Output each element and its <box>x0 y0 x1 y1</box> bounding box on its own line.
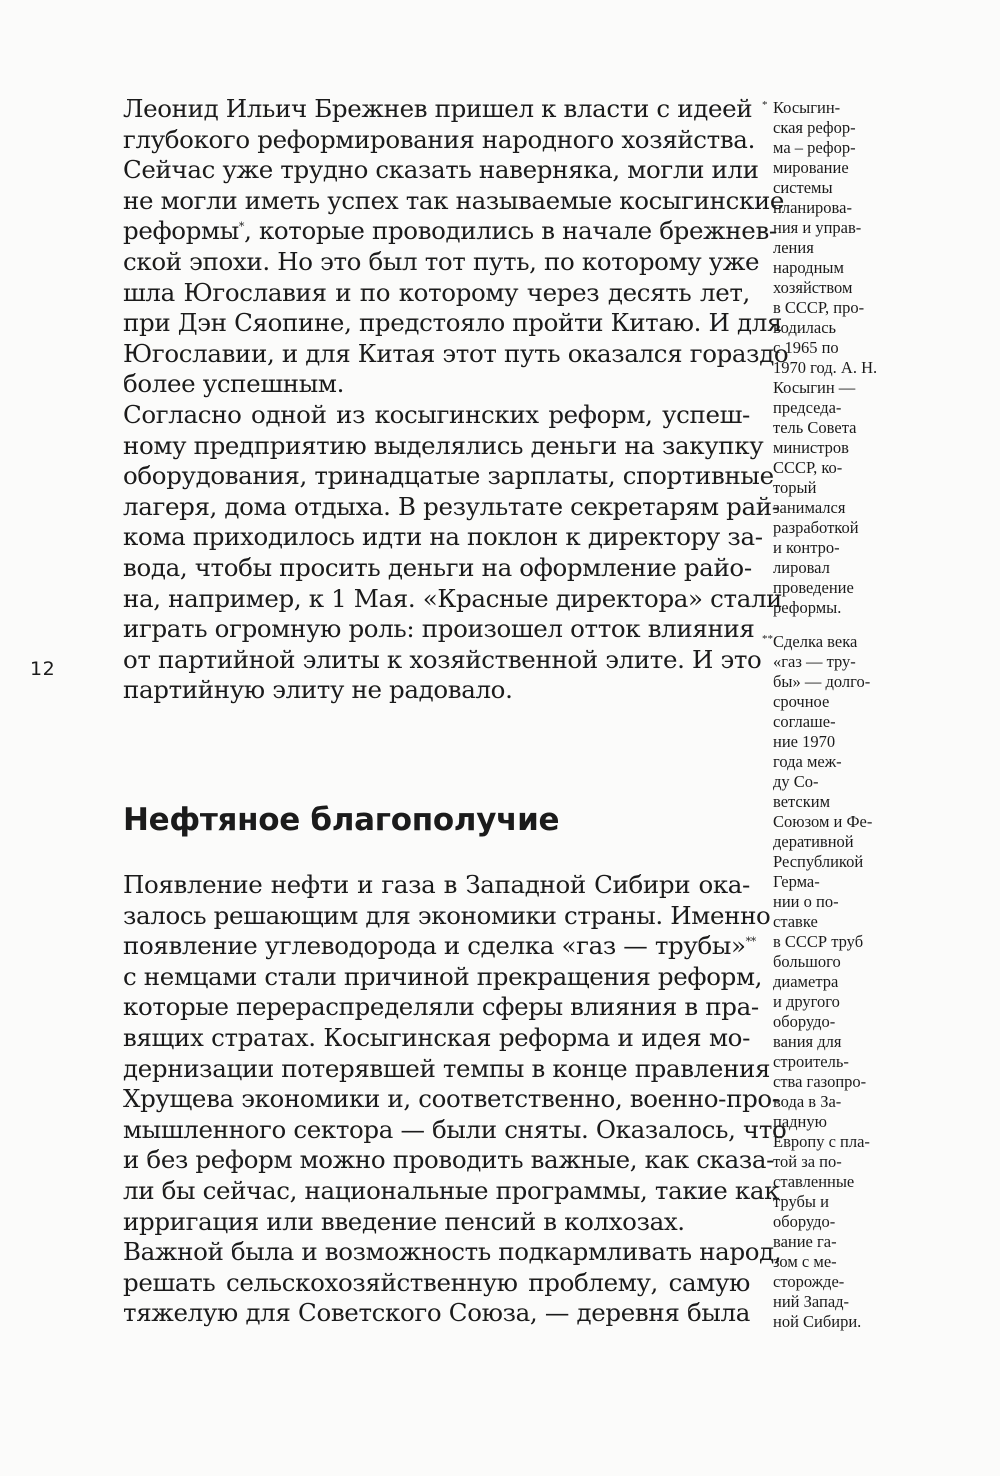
text-line: Югославии, и для Китая этот путь оказался гораздо <box>123 338 789 368</box>
sidenote-line: падную <box>773 1112 827 1131</box>
sidenote-line: «газ — тру- <box>773 652 856 671</box>
sidenote-line: системы <box>773 178 833 197</box>
sidenote-line: оборудо- <box>773 1012 836 1031</box>
sidenote-marker: * <box>762 99 768 111</box>
text-line: залось решающим для экономики страны. Именно <box>123 900 771 930</box>
sidenote-line: вание га- <box>773 1232 837 1251</box>
text-line: лагеря, дома отдыха. В результате секретарям рай- <box>123 491 780 521</box>
text-line: вода, чтобы просить деньги на оформление райо- <box>123 552 752 582</box>
text-line: играть огромную роль: произошел отток влияния <box>123 614 755 644</box>
sidenote-line: соглаше- <box>773 712 836 731</box>
text-line: ской эпохи. Но это был тот путь, по которому уже <box>123 246 760 276</box>
sidenote-line: зом с ме- <box>773 1252 837 1271</box>
sidenote-line: вания для <box>773 1032 842 1051</box>
sidenote-line: ду Со- <box>773 772 819 791</box>
sidenote-line: Косыгин — <box>773 378 856 397</box>
sidenote-line: ления <box>773 238 814 257</box>
sidenote-line: нии о по- <box>773 892 839 911</box>
sidenote-line: Сделка века <box>773 632 858 651</box>
sidenote-line: председа- <box>773 398 842 417</box>
text-fragment: появление углеводорода и сделка «газ — трубы» <box>123 931 746 961</box>
text-line: которые перераспределяли сферы влияния в пра- <box>123 992 759 1022</box>
text-line: тяжелую для Советского Союза, — деревня была <box>123 1298 750 1328</box>
sidenote-line: министров <box>773 438 849 457</box>
sidenote-line: ставленные <box>773 1172 855 1191</box>
text-line: Важной была и возможность подкармливать народ, <box>123 1237 782 1267</box>
text-line: мышленного сектора — были сняты. Оказалось, что <box>123 1114 787 1144</box>
text-line: ному предприятию выделялись деньги на закупку <box>123 430 764 460</box>
text-fragment: реформы <box>123 216 239 246</box>
text-line: Согласно одной из косыгинских реформ, успеш- <box>123 399 750 429</box>
sidenote-line: ская рефор- <box>773 118 856 137</box>
sidenote-line: в СССР, про- <box>773 298 865 317</box>
text-line: и без реформ можно проводить важные, как сказа- <box>123 1145 775 1175</box>
sidenote-line: занимался <box>773 498 846 517</box>
text-line: более успешным. <box>123 369 345 399</box>
text-line: кома приходилось идти на поклон к директору за- <box>123 522 763 552</box>
sidenote-line: трубы и <box>773 1192 829 1211</box>
main-text-section-2 <box>123 870 787 1329</box>
sidenote-line: лировал <box>773 558 830 577</box>
sidenote-line: Косыгин- <box>773 98 841 117</box>
footnote-marker-2: ** <box>745 935 756 949</box>
sidenote-line: ставке <box>773 912 818 931</box>
text-line <box>123 216 777 247</box>
paragraph-feeding-people <box>123 1237 782 1329</box>
footnote-marker-1: * <box>238 220 245 234</box>
sidenote-kosygin-reform <box>762 98 878 618</box>
paragraph-brezhnev-reforms <box>123 94 789 400</box>
text-line: шла Югославия и по которому через десять лет, <box>123 277 750 307</box>
sidenote-line: народным <box>773 258 844 277</box>
text-line: ирригация или введение пенсий в колхозах. <box>123 1206 685 1236</box>
sidenote-line: ма – рефор- <box>773 138 856 157</box>
sidenote-line: торый <box>773 478 817 497</box>
text-line: Появление нефти и газа в Западной Сибири ока- <box>123 870 750 899</box>
sidenote-line: мирование <box>773 158 849 177</box>
sidenote-line: ной Сибири. <box>773 1312 862 1331</box>
sidenote-line: и другого <box>773 992 840 1011</box>
sidenote-line: строитель- <box>773 1052 849 1071</box>
text-line: ли бы сейчас, национальные программы, такие как <box>123 1175 780 1205</box>
paragraph-oil-gas <box>123 870 787 1237</box>
sidenote-line: Союзом и Фе- <box>773 812 873 831</box>
sidenote-line: проведение <box>773 578 854 597</box>
sidenote-line: Европу с пла- <box>773 1132 870 1151</box>
paragraph-kosygin-reform <box>123 399 783 706</box>
text-line: на, например, к 1 Мая. «Красные директора» стали <box>123 583 783 613</box>
sidenote-line: той за по- <box>773 1152 842 1171</box>
text-line: партийную элиту не радовало. <box>123 675 513 705</box>
sidenote-line: СССР, ко- <box>773 458 843 477</box>
text-line: Хрущева экономики и, соответственно, военно-про- <box>123 1084 780 1114</box>
sidenote-line: деративной <box>773 832 854 851</box>
text-line: решать сельскохозяйственную проблему, самую <box>123 1267 750 1297</box>
text-line: вящих стратах. Косыгинская реформа и идея мо- <box>123 1022 750 1052</box>
sidenote-line: водилась <box>773 318 837 337</box>
sidenote-line: ния и управ- <box>773 218 862 237</box>
sidenote-line: тель Совета <box>773 418 857 437</box>
text-line: дернизации потерявшей темпы в конце правления <box>123 1053 771 1083</box>
text-line: Сейчас уже трудно сказать наверняка, могли или <box>123 155 759 185</box>
text-line: от партийной элиты к хозяйственной элите. И это <box>123 644 762 674</box>
sidenote-line: года меж- <box>773 752 842 771</box>
sidenote-line: ние 1970 <box>773 732 836 751</box>
page-number: 12 <box>30 658 56 680</box>
sidenote-line: оборудо- <box>773 1212 836 1231</box>
sidenote-line: ветским <box>773 792 831 811</box>
main-text-section-1 <box>123 94 789 706</box>
sidenote-line: Республикой <box>773 852 864 871</box>
sidenote-line: планирова- <box>773 198 852 217</box>
text-line: оборудования, тринадцатые зарплаты, спортивные <box>123 461 774 491</box>
sidenote-line: срочное <box>773 692 830 711</box>
sidenote-line: ства газопро- <box>773 1072 867 1091</box>
sidenote-line: и контро- <box>773 538 840 557</box>
text-fragment: , которые проводились в начале брежнев- <box>244 216 777 246</box>
text-line <box>123 931 756 962</box>
text-line: не могли иметь успех так называемые косыгинские <box>123 185 785 215</box>
text-line: Леонид Ильич Брежнев пришел к власти с идеей <box>123 94 753 123</box>
sidenote-line: бы» — долго- <box>773 672 871 691</box>
text-line: с немцами стали причиной прекращения реформ, <box>123 961 763 991</box>
sidenote-line: вода в За- <box>773 1092 842 1111</box>
sidenote-line: диаметра <box>773 972 839 991</box>
text-line: глубокого реформирования народного хозяйства. <box>123 124 756 154</box>
sidenote-line: с 1965 по <box>773 338 839 357</box>
section-heading: Нефтяное благополучие <box>123 802 560 838</box>
sidenote-gas-pipes-deal <box>762 632 873 1332</box>
sidenote-marker: ** <box>762 633 773 645</box>
sidenote-line: сторожде- <box>773 1272 845 1291</box>
sidenote-line: ний Запад- <box>773 1292 850 1311</box>
text-line: при Дэн Сяопине, предстояло пройти Китаю. И для <box>123 308 783 338</box>
sidenote-line: в СССР труб <box>773 932 864 951</box>
sidenote-line: реформы. <box>773 598 842 617</box>
sidenote-line: хозяйством <box>773 278 853 297</box>
sidenote-line: 1970 год. А. Н. <box>773 358 878 377</box>
sidenote-line: Герма- <box>773 872 820 891</box>
sidenote-line: большого <box>773 952 841 971</box>
sidenote-line: разработкой <box>773 518 859 537</box>
